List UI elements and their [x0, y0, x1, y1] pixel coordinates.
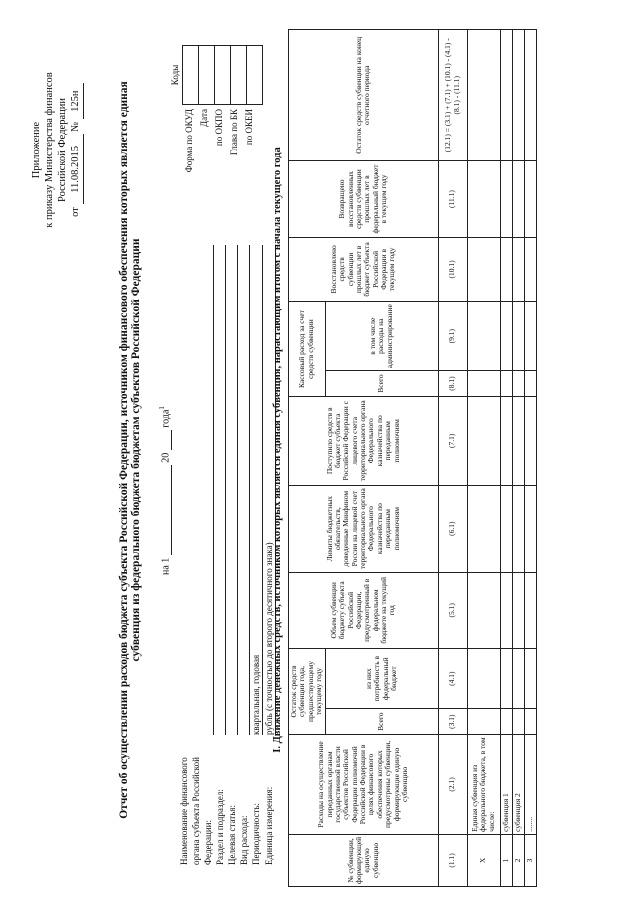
- report-title: [118, 35, 142, 865]
- appendix-from-label: от: [70, 207, 82, 217]
- header-limits: Лимиты бюджетных обязательств, доведенные Минфином России на лицевой счет территориального органа Федерального казначейства по переданным полномочиям: [289, 485, 439, 572]
- col-code: (3.1): [438, 709, 467, 735]
- field-label-target: Целевая статья:: [227, 805, 237, 865]
- data-cell[interactable]: [500, 648, 512, 708]
- field-label-unit: Единица измерения:: [264, 786, 274, 865]
- code-cell[interactable]: [215, 46, 231, 105]
- col-code: (7.1): [438, 396, 467, 485]
- col-code: (8.1): [438, 371, 467, 397]
- field-value-expense-type[interactable]: [238, 245, 250, 735]
- data-cell[interactable]: [512, 237, 524, 302]
- data-cell[interactable]: [467, 30, 500, 161]
- data-cell[interactable]: [500, 572, 512, 648]
- data-cell[interactable]: [467, 302, 500, 371]
- data-cell[interactable]: [500, 709, 512, 735]
- date-year-blank: [160, 430, 172, 450]
- header-restored: Восстановлено средств субвенции прошлых лет в бюджет субъекта Российской Федерации в текущем году: [289, 237, 439, 302]
- table-row: [512, 30, 524, 887]
- data-cell[interactable]: [512, 709, 524, 735]
- date-suffix: года: [160, 409, 172, 428]
- field-value-unit[interactable]: рубль (с точностью до второго десятичного знака): [263, 245, 276, 735]
- data-cell[interactable]: [500, 237, 512, 302]
- data-cell[interactable]: [524, 648, 536, 708]
- codes-row: [438, 30, 467, 887]
- data-cell[interactable]: [524, 237, 536, 302]
- row-num: 1: [500, 834, 512, 886]
- field-label-periodicity: Периодичность:: [251, 802, 261, 865]
- appendix-date: 11.08.2015: [69, 134, 83, 204]
- col-code: (10.1): [438, 237, 467, 302]
- data-cell[interactable]: [467, 485, 500, 572]
- code-label-glava: Глава по БК: [229, 109, 239, 156]
- data-cell[interactable]: [524, 709, 536, 735]
- header-num: № субвенции, формирующей единую субвенцию: [289, 834, 439, 886]
- code-cell[interactable]: [199, 46, 215, 105]
- header-cash-total: Всего: [325, 371, 438, 397]
- field-row: [250, 245, 263, 865]
- date-year-prefix: 20: [160, 452, 172, 463]
- data-cell[interactable]: [512, 648, 524, 708]
- col-code: (11.1): [438, 161, 467, 237]
- header-balance-start: Остаток средств субвенции года, предшествующему текущему году: [289, 648, 326, 734]
- data-cell[interactable]: [500, 161, 512, 237]
- header-balance-end: Остаток средств субвенции на конец отчетного периода: [289, 30, 439, 161]
- table-row: [467, 30, 500, 887]
- code-cell[interactable]: [183, 46, 199, 105]
- report-title-line2: субвенция из федерального бюджета бюджетам субъектов Российской Федерации: [130, 238, 142, 662]
- data-cell[interactable]: [500, 302, 512, 371]
- appendix-line1: Приложение: [31, 121, 42, 179]
- field-row: [238, 245, 250, 865]
- row-num: X: [467, 834, 500, 886]
- field-label-expense-type: Вид расхода:: [239, 815, 249, 865]
- table-row: [500, 30, 512, 887]
- row-name: ........: [524, 735, 536, 835]
- data-cell[interactable]: [500, 371, 512, 397]
- code-cell[interactable]: [247, 46, 263, 105]
- date-prefix: на 1: [160, 557, 172, 575]
- row-name: субвенция 1: [500, 735, 512, 835]
- col-code: (12.1) = (3.1) + (7.1) + (10.1) - (4.1) - (8.1) - (11.1): [438, 30, 467, 161]
- field-row: [214, 245, 226, 865]
- data-cell[interactable]: [524, 302, 536, 371]
- data-cell[interactable]: [524, 30, 536, 161]
- field-row: [178, 245, 214, 865]
- data-cell[interactable]: [467, 572, 500, 648]
- row-num: 3: [524, 834, 536, 886]
- data-cell[interactable]: [512, 30, 524, 161]
- main-table: [288, 29, 537, 887]
- appendix-line3: Российской Федерации: [57, 98, 69, 202]
- row-num: 2: [512, 834, 524, 886]
- data-cell[interactable]: [512, 572, 524, 648]
- code-label-okud: Форма по ОКУД: [184, 109, 194, 173]
- data-cell[interactable]: [512, 396, 524, 485]
- field-value-section[interactable]: [214, 245, 226, 735]
- row-name: Единая субвенция из федерального бюджета, в том числе:: [467, 735, 500, 835]
- data-cell[interactable]: [524, 371, 536, 397]
- data-cell[interactable]: [512, 371, 524, 397]
- field-value-periodicity[interactable]: квартальная, годовая: [250, 245, 263, 735]
- header-returned: Возвращено восстановленных средств субвенции прошлых лет в федеральный бюджет в текущем году: [289, 161, 439, 237]
- data-cell[interactable]: [512, 161, 524, 237]
- col-code: (6.1): [438, 485, 467, 572]
- codes-labels: [182, 109, 257, 225]
- header-need: из них потребность в федеральный бюджет: [325, 648, 438, 708]
- data-cell[interactable]: [467, 237, 500, 302]
- col-code: (1.1): [438, 834, 467, 886]
- header-received: Поступило средств в бюджет субъекта Российской Федерации с лицевого счета территориального органа Федерального казначейства по переданным полномочиям: [289, 396, 439, 485]
- field-label-section: Раздел и подраздел:: [215, 789, 225, 865]
- header-cash-admin: в том числе расходы на администрирование: [325, 302, 438, 371]
- data-cell[interactable]: [467, 396, 500, 485]
- section-title: I. Движение денежных средств, источником которых является единая субвенция, нарастающим итогом с начала текущего года: [272, 147, 283, 753]
- col-code: (2.1): [438, 735, 467, 835]
- field-row: [226, 245, 238, 865]
- appendix-block: [30, 35, 84, 265]
- data-cell[interactable]: [524, 161, 536, 237]
- col-code: (4.1): [438, 648, 467, 708]
- data-cell[interactable]: [467, 161, 500, 237]
- header-volume: Объем субвенции бюджету субъекта Российской Федерации, предусмотренный в федеральном бюджете на текущий год: [289, 572, 439, 648]
- appendix-num-label: №: [70, 121, 82, 132]
- codes-table: [182, 45, 263, 105]
- header-total: Всего: [325, 709, 438, 735]
- data-cell[interactable]: [500, 396, 512, 485]
- header-expense: Расходы на осуществление переданных органам государственной власти субъектов Российской Федерации полномочий Российской Федерации в целях финансового обеспечения которых предусмотрены субвенции, формирующие единую субвенцию: [289, 735, 439, 835]
- appendix-line2: к приказу Министерства финансов: [44, 72, 56, 228]
- code-label-okpo: по ОКПО: [214, 109, 224, 147]
- codes-header: Коды: [170, 64, 180, 86]
- field-label-fin-organ: Наименование финансового органа субъекта Российской Федерации:: [179, 757, 213, 865]
- data-cell[interactable]: [467, 371, 500, 397]
- code-label-okei: по ОКЕИ: [244, 109, 254, 146]
- appendix-number: 125н: [69, 83, 83, 119]
- data-cell[interactable]: [500, 485, 512, 572]
- data-cell[interactable]: [524, 485, 536, 572]
- date-footnote: 1: [158, 406, 166, 410]
- row-name: субвенция 2: [512, 735, 524, 835]
- table-row: [524, 30, 536, 887]
- date-day-blank: [160, 465, 172, 555]
- code-cell[interactable]: [231, 46, 247, 105]
- data-cell[interactable]: [524, 396, 536, 485]
- data-cell[interactable]: [467, 709, 500, 735]
- code-label-date: Дата: [199, 109, 209, 127]
- appendix-date-line: [69, 35, 83, 265]
- data-cell[interactable]: [500, 30, 512, 161]
- data-cell[interactable]: [467, 648, 500, 708]
- field-value-target[interactable]: [226, 245, 238, 735]
- col-code: (9.1): [438, 302, 467, 371]
- report-date-line: [158, 315, 172, 575]
- data-cell[interactable]: [512, 302, 524, 371]
- header-fields: [178, 245, 276, 865]
- header-cash: Кассовый расход за счет средств субвенции: [289, 302, 326, 397]
- data-cell[interactable]: [512, 485, 524, 572]
- report-title-line1: Отчет об осуществлении расходов бюджета субъекта Российской Федерации, источником финансового обеспечения которых является единая: [118, 81, 130, 819]
- data-cell[interactable]: [524, 572, 536, 648]
- col-code: (5.1): [438, 572, 467, 648]
